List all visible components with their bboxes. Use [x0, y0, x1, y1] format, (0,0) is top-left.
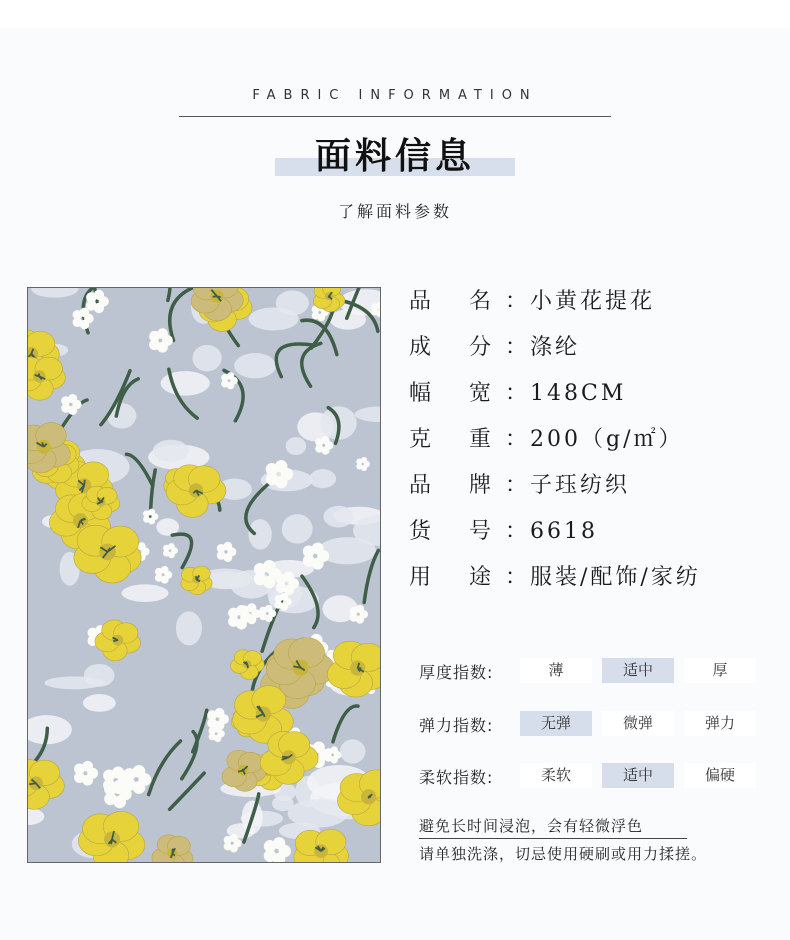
- section-title-chinese: 面料信息: [314, 136, 475, 177]
- spec-value: 子珏纺织: [530, 473, 631, 498]
- spec-value: 148CM: [530, 381, 627, 406]
- title-divider: [179, 116, 611, 117]
- elasticity-index-label: 弹力指数:: [419, 716, 494, 735]
- spec-value: 200（g/㎡）: [530, 427, 684, 452]
- spec-row-name: 品 名 ：小黄花提花: [409, 289, 656, 314]
- care-note-line-2: 请单独洗涤，切忌使用硬刷或用力揉搓。: [419, 845, 708, 863]
- spec-value: 6618: [530, 519, 599, 544]
- softness-index-label: 柔软指数:: [419, 768, 494, 787]
- spec-row-item-number: 货 号 ：6618: [409, 519, 599, 544]
- elasticity-option: 微弹: [602, 711, 674, 736]
- spec-row-brand: 品 牌 ：子珏纺织: [409, 473, 631, 498]
- softness-option: 偏硬: [684, 763, 756, 788]
- fabric-swatch-image: [27, 287, 381, 863]
- spec-row-composition: 成 分 ：涤纶: [409, 335, 581, 360]
- spec-value: 服装/配饰/家纺: [530, 565, 701, 590]
- softness-option: 适中: [602, 763, 674, 788]
- section-subtitle: 了解面料参数: [337, 202, 452, 221]
- elasticity-option: 弹力: [684, 711, 756, 736]
- spec-value: 涤纶: [530, 335, 581, 360]
- thickness-option: 适中: [602, 658, 674, 683]
- care-note-line-1: 避免长时间浸泡，会有轻微浮色: [419, 817, 644, 835]
- care-note-underline: [419, 838, 687, 839]
- spec-row-weight: 克 重 ：200（g/㎡）: [409, 427, 684, 452]
- thickness-option: 薄: [520, 658, 592, 683]
- spec-value: 小黄花提花: [530, 289, 656, 314]
- spec-row-usage: 用 途 ：服装/配饰/家纺: [409, 565, 701, 590]
- section-title-english: FABRIC INFORMATION: [252, 88, 538, 103]
- softness-option: 柔软: [520, 763, 592, 788]
- spec-row-width: 幅 宽 ：148CM: [409, 381, 627, 406]
- elasticity-option: 无弹: [520, 711, 592, 736]
- thickness-index-label: 厚度指数:: [419, 663, 494, 682]
- thickness-option: 厚: [684, 658, 756, 683]
- top-strip: [0, 0, 790, 28]
